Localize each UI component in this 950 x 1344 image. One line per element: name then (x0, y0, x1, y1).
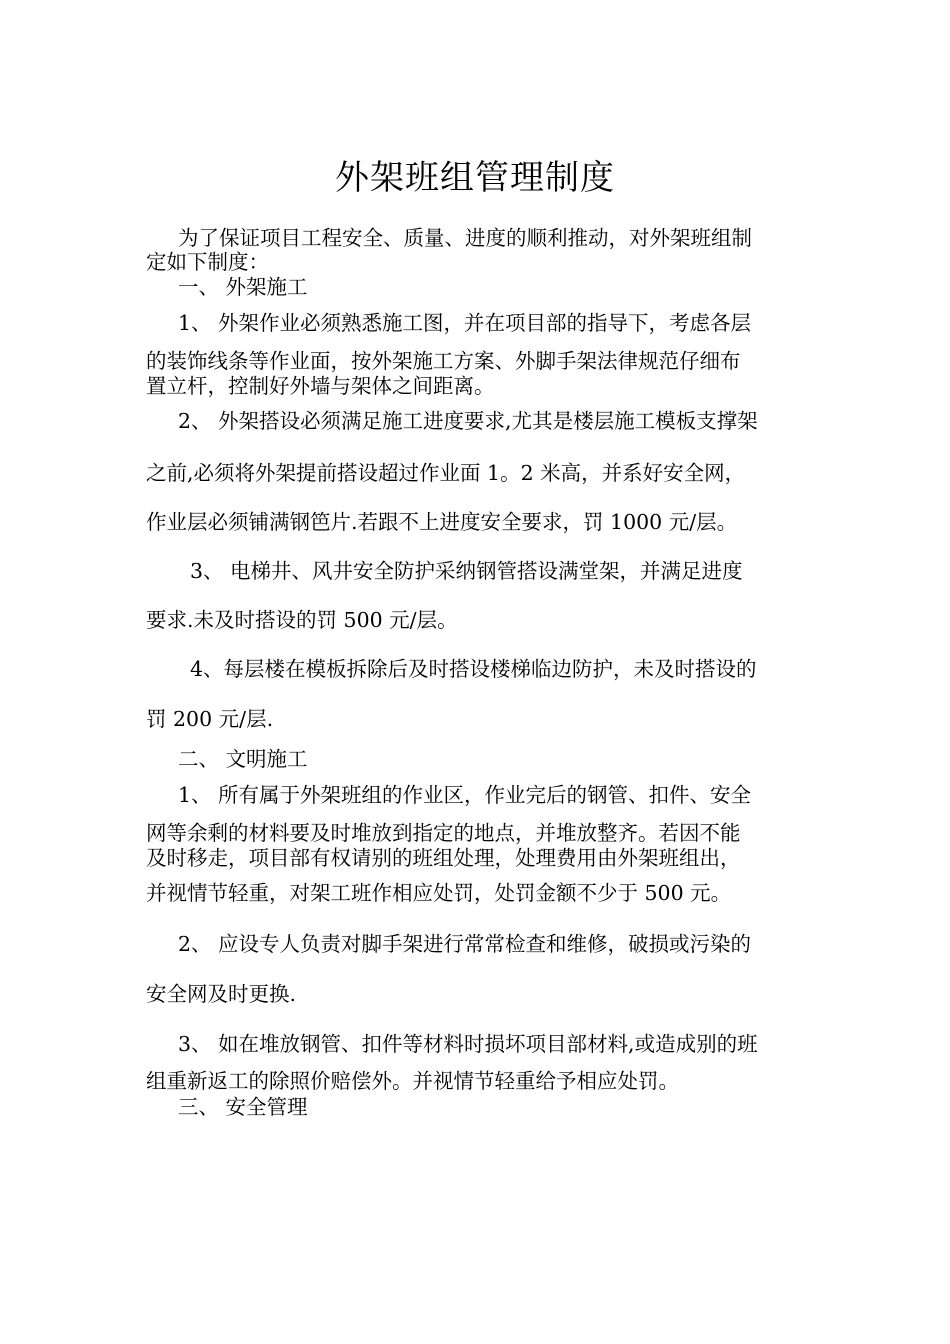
paragraph-intro-line-2: 定如下制度： (146, 250, 269, 274)
item-2-1-line-3: 及时移走，项目部有权请别的班组处理，处理费用由外架班组出， (146, 846, 741, 870)
item-1-1-line-3: 置立杆，控制好外墙与架体之间距离。 (146, 374, 495, 398)
item-1-3-line-2: 要求.未及时搭设的罚 500 元/层。 (146, 608, 458, 632)
item-2-2-line-1: 2、 应设专人负责对脚手架进行常常检查和维修，破损或污染的 (178, 932, 752, 956)
paragraph-intro-line-1: 为了保证项目工程安全、质量、进度的顺利推动，对外架班组制 (178, 226, 752, 250)
item-2-3-line-1: 3、 如在堆放钢管、扣件等材料时损坏项目部材料,或造成别的班 (178, 1032, 758, 1056)
item-1-4-line-1: 4、每层楼在模板拆除后及时搭设楼梯临边防护，未及时搭设的 (190, 657, 757, 681)
item-2-1-line-2: 网等余剩的材料要及时堆放到指定的地点，并堆放整齐。若因不能 (146, 821, 741, 845)
item-1-2-line-1: 2、 外架搭设必须满足施工进度要求,尤其是楼层施工模板支撑架 (178, 409, 758, 433)
section-heading-3: 三、 安全管理 (178, 1095, 308, 1119)
item-1-2-line-3: 作业层必须铺满钢笆片.若跟不上进度安全要求，罚 1000 元/层。 (146, 510, 738, 534)
item-1-4-line-2: 罚 200 元/层. (146, 707, 274, 731)
section-heading-1: 一、 外架施工 (178, 275, 308, 299)
item-1-1-line-1: 1、 外架作业必须熟悉施工图，并在项目部的指导下，考虑各层 (178, 311, 752, 335)
item-2-2-line-2: 安全网及时更换. (146, 982, 297, 1006)
item-2-3-line-2: 组重新返工的除照价赔偿外。并视情节轻重给予相应处罚。 (146, 1069, 679, 1093)
section-heading-2: 二、 文明施工 (178, 747, 308, 771)
item-1-1-line-2: 的装饰线条等作业面，按外架施工方案、外脚手架法律规范仔细布 (146, 349, 741, 373)
item-2-1-line-4: 并视情节轻重，对架工班作相应处罚，处罚金额不少于 500 元。 (146, 881, 732, 905)
document-title: 外架班组管理制度 (335, 158, 615, 198)
item-1-2-line-2: 之前,必须将外架提前搭设超过作业面 1。2 米高，并系好安全网， (146, 461, 746, 485)
item-2-1-line-1: 1、 所有属于外架班组的作业区，作业完后的钢管、扣件、安全 (178, 783, 752, 807)
item-1-3-line-1: 3、 电梯井、风井安全防护采纳钢管搭设满堂架，并满足进度 (190, 559, 743, 583)
